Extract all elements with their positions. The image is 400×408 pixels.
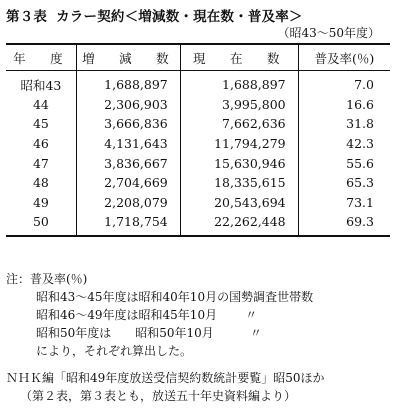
cell-change: 3,666,836 (76, 114, 180, 134)
table-row (6, 153, 390, 173)
note-text: 昭和50年度は 昭和50年10月 (36, 326, 214, 340)
table-title-text: カラー契約＜増減数・現在数・普及率＞ (56, 9, 303, 25)
note-line: により，それぞれ算出した。 (36, 344, 193, 358)
cell-year: 45 (32, 116, 49, 132)
header-change: 増 減 数 (76, 44, 180, 71)
cell-change: 1,718,754 (76, 212, 180, 236)
cell-current: 18,335,615 (180, 173, 298, 193)
cell-change: 2,306,903 (76, 95, 180, 115)
cell-year: 44 (32, 96, 49, 112)
ditto-mark: 〃 (245, 308, 258, 322)
note-line (6, 306, 313, 324)
cell-year: 46 (32, 136, 49, 152)
cell-current: 15,630,946 (180, 153, 298, 173)
table-row (6, 95, 390, 115)
note-text: 昭和46〜49年度は昭和45年10月 (36, 308, 218, 322)
notes (6, 270, 313, 360)
cell-rate: 55.6 (298, 153, 390, 173)
cell-rate: 16.6 (298, 95, 390, 115)
cell-rate: 73.1 (298, 193, 390, 213)
table-row (6, 173, 390, 193)
cell-year: 49 (32, 194, 49, 210)
note-label: 注：普及率(％) (6, 272, 88, 286)
cell-change: 2,208,079 (76, 193, 180, 213)
cell-change: 2,704,669 (76, 173, 180, 193)
header-rate: 普及率(％) (298, 44, 390, 71)
table-title (6, 5, 303, 25)
table-row (6, 134, 390, 154)
cell-current: 11,794,279 (180, 134, 298, 154)
subscription-table (6, 43, 390, 237)
cell-change: 4,131,643 (76, 134, 180, 154)
table-header-row (6, 44, 390, 71)
source (6, 369, 325, 405)
cell-change: 3,836,667 (76, 153, 180, 173)
table-number: 第３表 (6, 9, 48, 25)
cell-rate: 42.3 (298, 134, 390, 154)
table-period: （昭43〜50年度） (277, 26, 380, 40)
cell-rate: 69.3 (298, 212, 390, 236)
cell-current: 22,262,448 (180, 212, 298, 236)
table-row (6, 212, 390, 236)
cell-year: 50 (6, 212, 76, 236)
header-year: 年 度 (6, 44, 76, 71)
table-row (6, 114, 390, 134)
cell-year: 昭和43 (20, 77, 62, 93)
cell-rate: 31.8 (298, 114, 390, 134)
cell-rate: 65.3 (298, 173, 390, 193)
cell-change: 1,688,897 (76, 71, 180, 95)
table-row (6, 71, 390, 95)
table-row (6, 193, 390, 213)
cell-year: 47 (32, 155, 49, 171)
source-line: （第２表，第３表とも，放送五十年史資料編より） (20, 389, 297, 403)
cell-current: 7,662,636 (180, 114, 298, 134)
note-line (6, 324, 313, 342)
source-line: ＮＨＫ編「昭和49年度放送受信契約数統計要覧」昭50ほか (6, 371, 325, 385)
cell-current: 3,995,800 (180, 95, 298, 115)
cell-rate: 7.0 (298, 71, 390, 95)
cell-current: 20,543,694 (180, 193, 298, 213)
cell-year: 48 (32, 175, 49, 191)
cell-current: 1,688,897 (180, 71, 298, 95)
ditto-mark: 〃 (249, 326, 262, 340)
header-current: 現 在 数 (180, 44, 298, 71)
note-line: 昭和43〜45年度は昭和40年10月の国勢調査世帯数 (36, 290, 314, 304)
